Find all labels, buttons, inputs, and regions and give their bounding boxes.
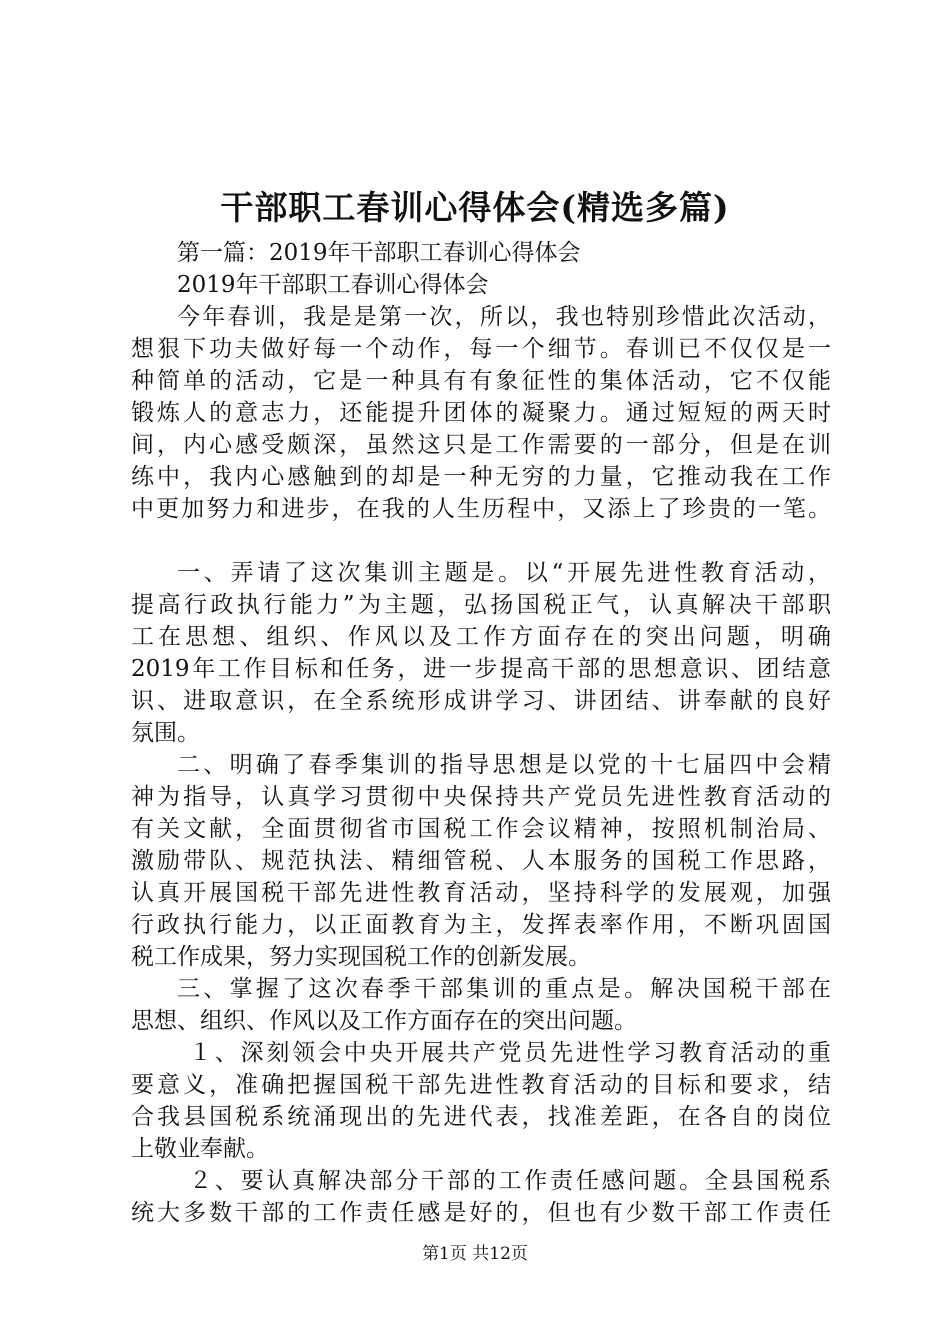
paragraph-line: 有关文献，全面贯彻省市国税工作会议精神，按照机制治局、: [131, 816, 831, 842]
paragraph-line: 一、弄请了这次集训主题是。以“开展先进性教育活动，: [177, 560, 831, 586]
paragraph-line: 锻炼人的意志力，还能提升团体的凝聚力。通过短短的两天时: [131, 400, 831, 426]
paragraph-line: 今年春训，我是是第一次，所以，我也特别珍惜此次活动，: [177, 304, 831, 330]
paragraph-line: 合我县国税系统涌现出的先进代表，找准差距，在各自的岗位: [131, 1104, 831, 1130]
article-title: 2019年干部职工春训心得体会: [177, 272, 489, 298]
page-number: 第1页 共12页: [422, 1244, 528, 1264]
paragraph-line: 中更加努力和进步，在我的人生历程中，又添上了珍贵的一笔。: [131, 496, 831, 522]
paragraph-line: 上敬业奉献。: [131, 1136, 269, 1162]
paragraph-line: 间，内心感受颇深，虽然这只是工作需要的一部分，但是在训: [131, 432, 831, 458]
paragraph-line: 氛围。: [131, 720, 200, 746]
blank-line: [131, 525, 831, 557]
paragraph-line: 行政执行能力，以正面教育为主，发挥表率作用，不断巩固国: [131, 912, 831, 938]
section-heading: 第一篇：2019年干部职工春训心得体会: [177, 240, 581, 266]
paragraph-line: 认真开展国税干部先进性教育活动，坚持科学的发展观，加强: [131, 880, 831, 906]
paragraph-line: 统大多数干部的工作责任感是好的，但也有少数干部工作责任: [131, 1200, 831, 1226]
paragraph-line: 想狠下功夫做好每一个动作，每一个细节。春训已不仅仅是一: [131, 336, 831, 362]
paragraph-line: 二、明确了春季集训的指导思想是以党的十七届四中会精: [177, 752, 831, 778]
paragraph-line: １、深刻领会中央开展共产党员先进性学习教育活动的重: [189, 1040, 831, 1066]
paragraph-line: 提高行政执行能力”为主题，弘扬国税正气，认真解决干部职: [131, 592, 831, 618]
paragraph-line: 激励带队、规范执法、精细管税、人本服务的国税工作思路，: [131, 848, 831, 874]
paragraph-line: 识、进取意识，在全系统形成讲学习、讲团结、讲奉献的良好: [131, 688, 831, 714]
paragraph-line: 2019年工作目标和任务，进一步提高干部的思想意识、团结意: [131, 656, 831, 682]
paragraph-line: 神为指导，认真学习贯彻中央保持共产党员先进性教育活动的: [131, 784, 831, 810]
document-title: 干部职工春训心得体会(精选多篇): [220, 188, 730, 227]
paragraph-line: 工在思想、组织、作风以及工作方面存在的突出问题，明确: [131, 624, 831, 650]
paragraph-line: ２、要认真解决部分干部的工作责任感问题。全县国税系: [189, 1168, 831, 1194]
paragraph-line: 三、掌握了这次春季干部集训的重点是。解决国税干部在: [177, 976, 831, 1002]
paragraph-line: 税工作成果，努力实现国税工作的创新发展。: [131, 944, 591, 970]
document-body: [131, 237, 831, 1229]
paragraph-line: 种简单的活动，它是一种具有有象征性的集体活动，它不仅能: [131, 368, 831, 394]
paragraph-line: 练中，我内心感触到的却是一种无穷的力量，它推动我在工作: [131, 464, 831, 490]
paragraph-line: 思想、组织、作风以及工作方面存在的突出问题。: [131, 1008, 637, 1034]
paragraph-line: 要意义，准确把握国税干部先进性教育活动的目标和要求，结: [131, 1072, 831, 1098]
